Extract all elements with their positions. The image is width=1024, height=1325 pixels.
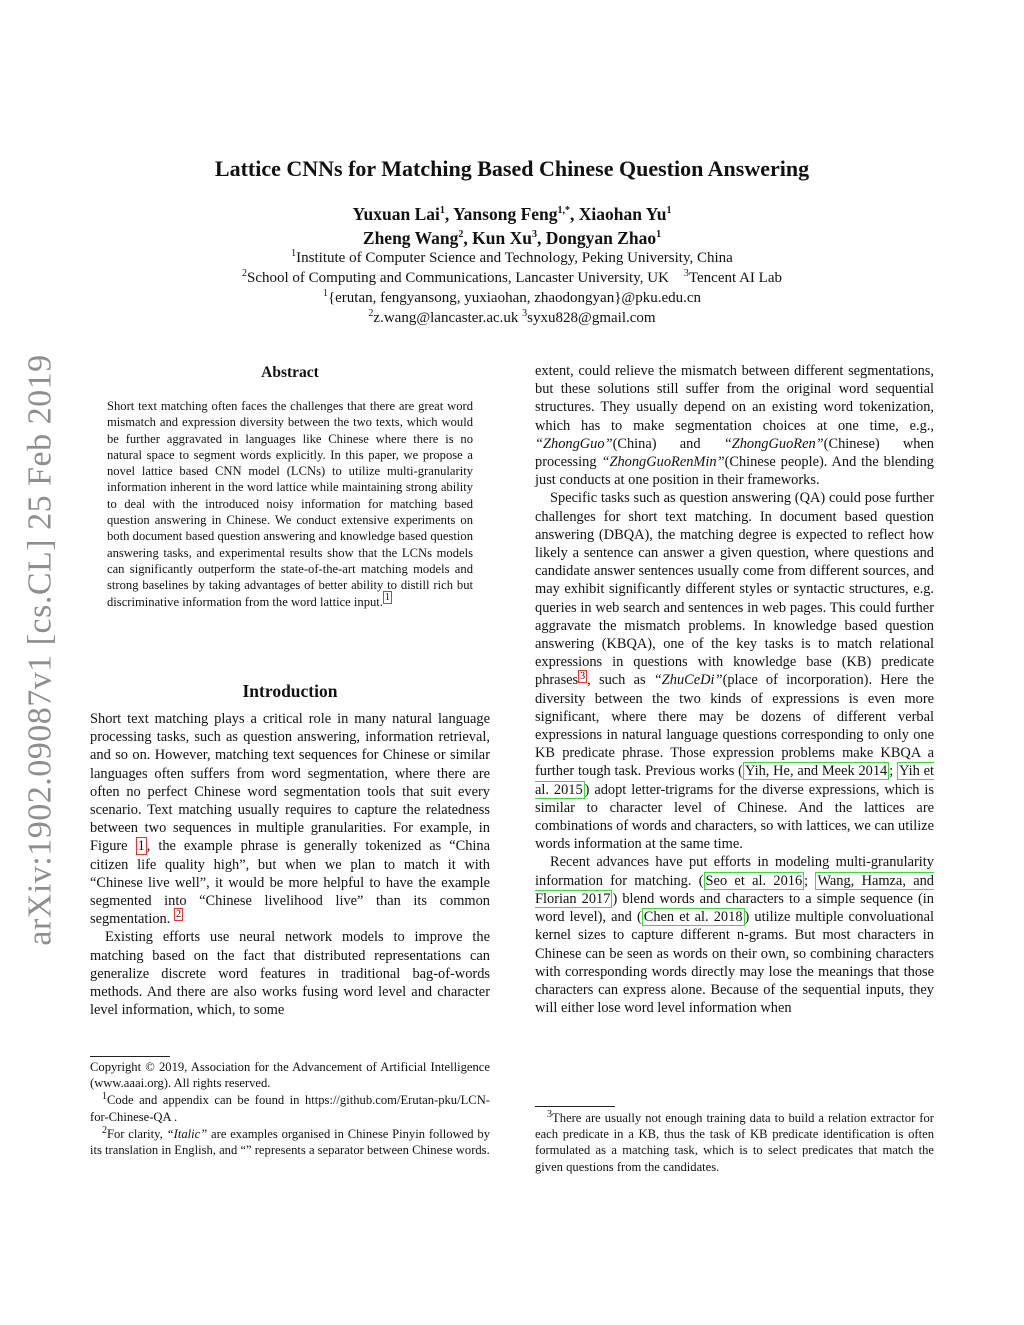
footnote-ref-3[interactable]: 3 (580, 670, 586, 682)
author-name: Zheng Wang (362, 228, 459, 248)
figure-ref-1[interactable]: 1 (137, 838, 145, 855)
citation-link[interactable]: Chen et al. 2018 (643, 909, 743, 926)
author-sup: 1,* (557, 205, 571, 217)
intro-paragraph-1: Short text matching plays a critical role in many natural language processing tasks, such as question answering, information retrieval, and so on. However, matching text sequences for Chinese or similar languages often suffers from word segmentation, where there are often no perfect Chinese word segmentation tools that suit every scenario. Text matching usually requires to capture the relatedness between two sequences in multiple granularities. For example, in Figure 1 , the example phrase is generally tokenized as “China citizen life quality high”, but when we plan to match it with “Chinese live well”, it would be more helpful to have the example segmented into “Chinese livelihood live” than its common segmentation. $^2$ (90, 711, 490, 928)
abstract-body (107, 398, 473, 610)
footnote-divider-right (535, 1106, 615, 1107)
footnote-divider-left (90, 1056, 170, 1057)
citation-link[interactable]: Seo et al. 2016 (705, 872, 803, 889)
author-name: Xiaohan Yu (578, 204, 667, 224)
author-name: Yansong Feng (452, 204, 558, 224)
arxiv-stamp (18, 350, 64, 950)
footnote-ref-1[interactable]: 1 (384, 592, 390, 604)
author-sup: 3 (531, 229, 537, 241)
author-line-1: Yuxuan Lai$^1$, Yansong Feng$^{1,*}$, Xiaohan Yu$^1$ (352, 204, 672, 224)
intro-paragraph-2: Existing efforts use neural network models to improve the matching based on the fact that distributed representations can generalize discrete word features in traditional bag-of-words methods. And there are also works fusing word level and character level information, which, to some (90, 929, 490, 1019)
affiliation-1: $^1$Institute of Computer Science and Technology, Peking University, China (291, 248, 733, 266)
paper-title: Lattice CNNs for Matching Based Chinese Question Answering (214, 156, 810, 181)
abstract-heading: Abstract (261, 364, 319, 381)
right-column-body (535, 362, 934, 1017)
copyright-note: Copyright © 2019, Association for the Advancement of Artificial Intelligence (www.aaai.org). All rights reserved. (90, 1060, 490, 1091)
author-sup: 2 (458, 229, 464, 241)
author-name: Kun Xu (472, 228, 532, 248)
footnote-2: $^2$For clarity, “Italic” are examples organised in Chinese Pinyin followed by its translation in English, and “” represents a separator between Chinese words. (90, 1124, 490, 1158)
author-sup: 1 (656, 229, 662, 241)
right-paragraph-2: Specific tasks such as question answering (QA) could pose further challenges for short text matching. In document based question answering (DBQA), the matching degree is expected to reflect how likely a sentence can answer a given question, where questions and candidate answer sentences usually come from different sources, and may exhibit significantly different styles or syntactic structures, e.g. queries in web search and sentences in web pages. This could further aggravate the mismatch problems. In knowledge based question answering (KBQA), one of the key tasks is to match relational expressions in questions with knowledge base (KB) predicate phrases $^3$ , such as “ZhuCeDi”(place of incorporation). Here the diversity between the two kinds of expressions is even more significant, where there may be dozens of different verbal expressions in natural language questions corresponding to only one KB predicate phrase. Those expression problems make KBQA a further tough task. Previous works ( Yih, He, and Meek 2014 ; Yih et al. 2015 ) adopt letter-trigrams for the diverse expressions, which is similar to character level of Chinese. And the lattices are combinations of words and characters, so with lattices, we can utilize words information at the same time. (535, 490, 934, 853)
right-paragraph-3: Recent advances have put efforts in modeling multi-granularity information for matching. ( Seo et al. 2016 ; Wang, Hamza, and Florian 2017 ) blend words and characters to a simple sequence (in word level), and ( Chen et al. 2018 ) utilize multiple convoluational kernel sizes to capture different n-grams. But most characters in Chinese can be seen as words on their own, so combining characters with corresponding words directly may lose the meanings that those characters can express alone. Because of the sequential inputs, they will either lose word level information when (535, 854, 934, 1017)
author-line-2: Zheng Wang$^2$, Kun Xu$^3$, Dongyan Zhao$^1$ (362, 228, 662, 248)
footnotes-right (535, 1110, 934, 1175)
citation-link[interactable]: Yih, He, and Meek 2014 (744, 763, 888, 780)
author-sup: 1 (439, 205, 445, 217)
footnote-3: $^3$There are usually not enough training data to build a relation extractor for each predicate in a KB, thus the task of KB predicate identification is often formulated as a matching task, which is to select predicates that match the given questions from the candidates. (535, 1108, 934, 1174)
author-sup: 1 (666, 205, 672, 217)
footnote-ref-2[interactable]: 2 (175, 909, 181, 921)
citation-link[interactable]: Wang, Hamza, and Florian 2017 (535, 872, 934, 907)
author-name: Dongyan Zhao (545, 228, 657, 248)
abstract-text: Short text matching often faces the challenges that there are great word mismatch and expression diversity between the two texts, which would be further aggravated in languages like Chinese where there is no natural space to segment words explicitly. In this paper, we propose a novel lattice based CNN model (LCNs) to utilize multi-granularity information inherent in the word lattice while maintaining strong ability to deal with the introduced noisy information for matching based question answering in Chinese. We conduct extensive experiments on both document based question answering and knowledge based question answering tasks, and experimental results show that the LCNs models can significantly outperform the state-of-the-art matching models and strong baselines by taking advantages of better ability to distill rich but discriminative information from the word lattice input. (107, 399, 473, 609)
affiliation-2: $^2$School of Computing and Communications, Lancaster University, UK $^3$Tencent AI Lab (242, 268, 782, 286)
footnotes-left (90, 1059, 490, 1159)
introduction-body (90, 710, 490, 1019)
email-line-1: $^1${erutan, fengyansong, yuxiaohan, zhaodongyan}@pku.edu.cn (322, 288, 702, 306)
email-line-2: $^2$z.wang@lancaster.ac.uk $^3$syxu828@gmail.com (368, 308, 656, 326)
arxiv-id: arXiv:1902.09087v1 [cs.CL] 25 Feb 2019 (22, 354, 59, 946)
citation-link[interactable]: Yih et al. 2015 (535, 763, 934, 798)
right-paragraph-1: extent, could relieve the mismatch between different segmentations, but these solutions still suffer from the original word sequential structures. They usually depend on an existing word tokenization, which has to make segmentation choices at one time, e.g., “ZhongGuo”(China) and “ZhongGuoRen”(Chinese) when processing “ZhongGuoRenMin”(Chinese people). And the blending just conducts at one position in their frameworks. (535, 363, 934, 489)
introduction-heading: Introduction (242, 681, 338, 701)
author-name: Yuxuan Lai (352, 204, 440, 224)
footnote-1: $^1$Code and appendix can be found in https://github.com/Erutan-pku/LCN-for-Chinese-QA . (90, 1091, 490, 1124)
